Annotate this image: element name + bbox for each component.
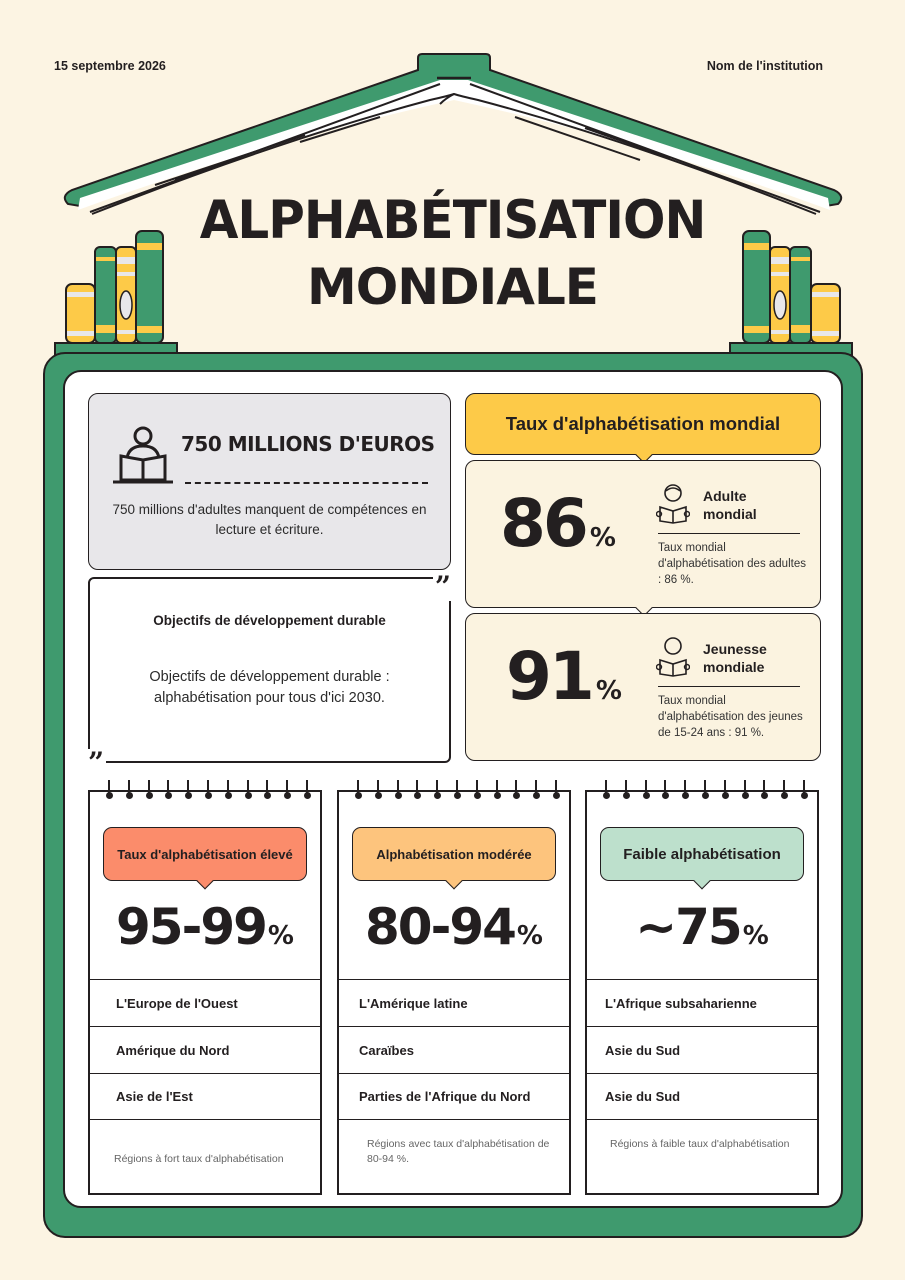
page-title-line2: MONDIALE: [307, 258, 598, 316]
tier-footnote: Régions à fort taux d'alphabétisation: [114, 1153, 284, 1165]
tier-footnote: Régions avec taux d'alphabétisation de 80-94 %.: [367, 1138, 550, 1165]
date-label: 15 septembre 2026: [54, 59, 166, 73]
funding-headline: 750 MILLIONS D'EUROS: [181, 432, 435, 456]
spiral-binding: [603, 780, 807, 802]
region-row: Amérique du Nord: [90, 1026, 320, 1073]
funding-description: 750 millions d'adultes manquent de compétences en lecture et écriture.: [112, 502, 427, 537]
region-row: Parties de l'Afrique du Nord: [339, 1073, 569, 1120]
tier-card-high: [88, 790, 322, 1195]
adult-stat-card: [465, 460, 821, 608]
dashed-divider: [185, 482, 428, 484]
adult-reader-icon: [656, 483, 690, 525]
tier-badge-low: Faible alphabétisation: [600, 827, 804, 881]
page-title-line1: ALPHABÉTISATION: [199, 189, 706, 251]
divider: [658, 533, 800, 534]
divider: [658, 686, 800, 687]
youth-rate-value: 91 %: [506, 638, 622, 715]
quote-close-icon: ”: [434, 570, 451, 603]
tier-range-low: ~75%: [635, 898, 769, 956]
youth-reader-icon: [656, 636, 690, 678]
region-row: L'Afrique subsaharienne: [587, 979, 817, 1026]
youth-stat-card: [465, 613, 821, 761]
reader-icon: [111, 422, 175, 486]
quote-open-icon: ”: [88, 746, 105, 779]
region-row: Asie du Sud: [587, 1073, 817, 1120]
spiral-binding: [355, 780, 559, 802]
tier-badge-high: Taux d'alphabétisation élevé: [103, 827, 307, 881]
region-row: Asie du Sud: [587, 1026, 817, 1073]
adult-rate-value: 86 %: [500, 485, 616, 562]
sdg-body: Objectifs de développement durable : alphabétisation pour tous d'ici 2030.: [149, 669, 390, 706]
adult-label: Adulte mondial: [703, 488, 757, 522]
adult-note: Taux mondial d'alphabétisation des adultes : 86 %.: [658, 542, 806, 586]
youth-label: Jeunesse mondiale: [703, 641, 767, 675]
funding-card: [88, 393, 451, 570]
tier-range-moderate: 80-94%: [365, 898, 543, 956]
tier-card-moderate: [337, 790, 571, 1195]
tier-card-low: [585, 790, 819, 1195]
tier-badge-moderate: Alphabétisation modérée: [352, 827, 556, 881]
institution-label: Nom de l'institution: [706, 59, 823, 73]
youth-note: Taux mondial d'alphabétisation des jeunes de 15-24 ans : 91 %.: [658, 695, 803, 739]
region-row: Caraïbes: [339, 1026, 569, 1073]
global-rate-title: Taux d'alphabétisation mondial: [505, 413, 781, 434]
tier-range-high: 95-99%: [116, 898, 294, 956]
spiral-binding: [106, 780, 310, 802]
region-row: Asie de l'Est: [90, 1073, 320, 1120]
sdg-title: Objectifs de développement durable: [153, 613, 386, 628]
region-row: L'Amérique latine: [339, 979, 569, 1026]
sdg-quote-card: [88, 570, 451, 779]
global-rate-header: [465, 393, 821, 455]
tier-footnote: Régions à faible taux d'alphabétisation: [610, 1138, 790, 1150]
region-row: L'Europe de l'Ouest: [90, 979, 320, 1026]
